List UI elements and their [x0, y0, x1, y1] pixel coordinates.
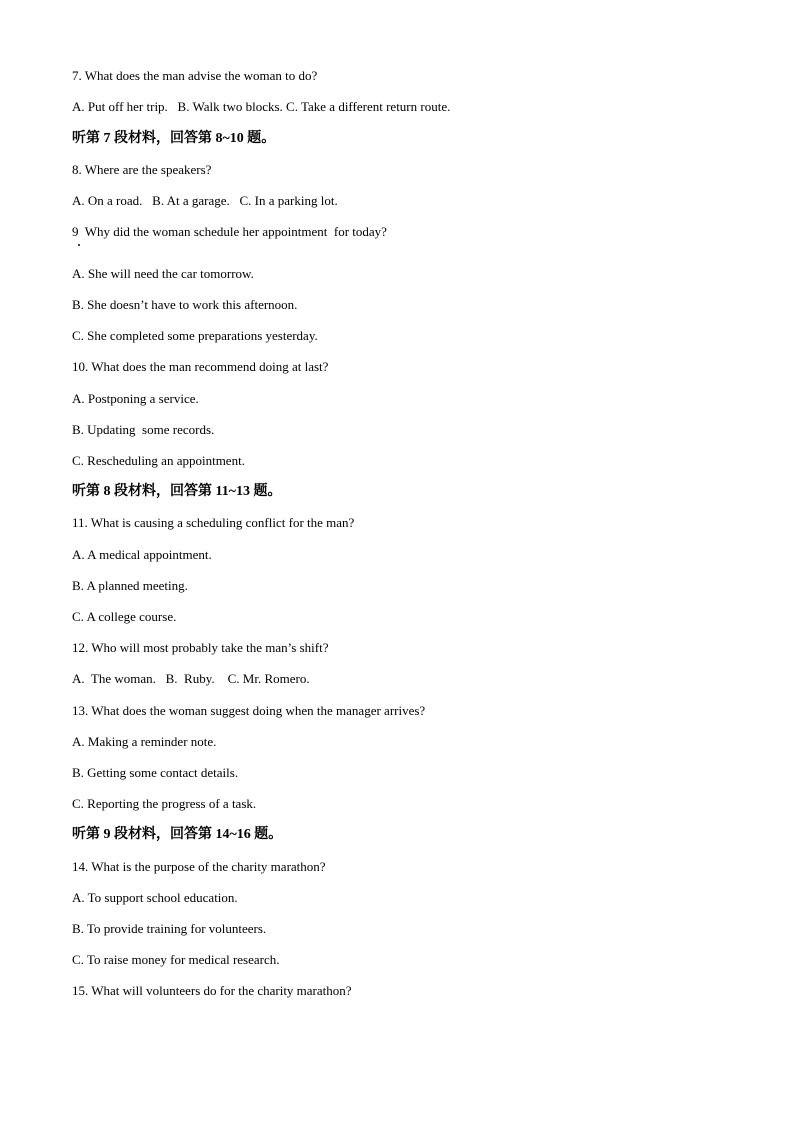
- section-heading-9: 听第 9 段材料，回答第 14~16 题。: [72, 827, 283, 842]
- question-14-option-b: B. To provide training for volunteers.: [72, 921, 267, 936]
- question-11-option-c: C. A college course.: [72, 609, 177, 624]
- section-heading-8: 听第 8 段材料，回答第 11~13 题。: [72, 484, 282, 499]
- question-13-option-c: C. Reporting the progress of a task.: [72, 796, 257, 811]
- question-13-option-a: A. Making a reminder note.: [72, 734, 217, 749]
- question-8: 8. Where are the speakers?: [72, 162, 212, 177]
- question-13-option-b: B. Getting some contact details.: [72, 765, 239, 780]
- question-9-option-c: C. She completed some preparations yesterday.: [72, 328, 318, 343]
- question-11: 11. What is causing a scheduling conflict for the man?: [72, 515, 355, 530]
- question-7-options: A. Put off her trip. B. Walk two blocks. C. Take a different return route.: [72, 99, 451, 114]
- question-15: 15. What will volunteers do for the charity marathon?: [72, 983, 352, 998]
- question-10-option-c: C. Rescheduling an appointment.: [72, 453, 245, 468]
- question-13: 13. What does the woman suggest doing when the manager arrives?: [72, 703, 426, 718]
- question-12-options: A. The woman. B. Ruby. C. Mr. Romero.: [72, 671, 310, 686]
- question-9-option-a: A. She will need the car tomorrow.: [72, 266, 254, 281]
- question-14-option-a: A. To support school education.: [72, 890, 238, 905]
- question-9: 9 Why did the woman schedule her appointment for today?: [72, 224, 387, 239]
- question-14-option-c: C. To raise money for medical research.: [72, 952, 280, 967]
- question-8-options: A. On a road. B. At a garage. C. In a parking lot.: [72, 193, 338, 208]
- stray-mark: [78, 244, 80, 246]
- question-12: 12. Who will most probably take the man’s shift?: [72, 640, 329, 655]
- question-11-option-b: B. A planned meeting.: [72, 578, 188, 593]
- question-10-option-b: B. Updating some records.: [72, 422, 215, 437]
- question-10: 10. What does the man recommend doing at last?: [72, 359, 329, 374]
- question-7: 7. What does the man advise the woman to do?: [72, 68, 318, 83]
- question-11-option-a: A. A medical appointment.: [72, 547, 212, 562]
- question-10-option-a: A. Postponing a service.: [72, 391, 199, 406]
- section-heading-7: 听第 7 段材料，回答第 8~10 题。: [72, 131, 276, 146]
- question-14: 14. What is the purpose of the charity marathon?: [72, 859, 326, 874]
- question-9-option-b: B. She doesn’t have to work this afternoon.: [72, 297, 298, 312]
